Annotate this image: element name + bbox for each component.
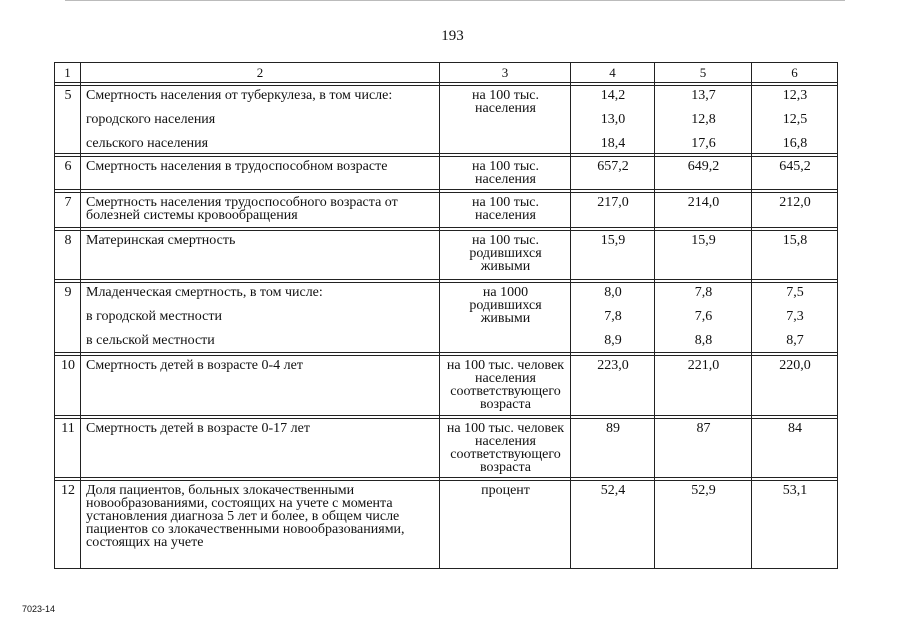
- value-cell-v4: [571, 419, 655, 478]
- value: 221,0: [687, 358, 720, 373]
- indicator-name: [81, 157, 440, 190]
- unit-text: на 100 тыс. родившихся живыми: [469, 233, 542, 274]
- indicator-line: Смертность населения от туберкулеза, в том числе:: [86, 88, 393, 103]
- value: 223,0: [597, 358, 629, 373]
- indicator-line: Доля пациентов, больных злокачественными новообразованиями, состоящих на учете с момента установления диагноза 5 лет и более, в общем числе пациентов со злокачественными новообразованиями, состоящих на учете: [86, 483, 405, 550]
- table-row: [55, 481, 838, 569]
- value: 52,9: [691, 483, 716, 498]
- table-row: [55, 231, 838, 280]
- value-cell-v6: [752, 283, 838, 353]
- value-cell-v5: [655, 419, 752, 478]
- indicator-name: [81, 86, 440, 154]
- page-number: 193: [441, 28, 464, 44]
- header-cell: 4: [571, 63, 655, 83]
- value: 15,8: [782, 233, 808, 248]
- value: 8,7: [786, 333, 804, 348]
- value-cell-v4: [571, 193, 655, 228]
- value: 220,0: [779, 358, 811, 373]
- value: 52,4: [600, 483, 626, 498]
- value: 12,5: [782, 112, 808, 127]
- indicator-line: в городской местности: [86, 309, 222, 324]
- indicators-table: [54, 62, 838, 569]
- unit-text: на 100 тыс. населения: [472, 159, 539, 187]
- row-number: 10: [55, 356, 81, 416]
- unit-text: на 100 тыс. человек населения соответствующего возраста: [446, 421, 565, 475]
- indicator-line: Материнская смертность: [86, 233, 236, 248]
- top-border-line: [65, 0, 845, 1]
- value-cell-v5: [655, 283, 752, 353]
- value: 7,3: [786, 309, 804, 324]
- header-cell: 5: [655, 63, 752, 83]
- value-cell-v6: [752, 86, 838, 154]
- row-number: 5: [55, 86, 81, 154]
- indicator-name: [81, 193, 440, 228]
- footer-code: 7023-14: [22, 604, 56, 614]
- value: 16,8: [782, 136, 808, 151]
- table-row: [55, 419, 838, 478]
- value: 217,0: [597, 195, 629, 210]
- table-row: [55, 157, 838, 190]
- value: 53,1: [782, 483, 808, 498]
- value: 7,6: [694, 309, 713, 324]
- value: 12,3: [782, 88, 808, 103]
- value-cell-v4: [571, 356, 655, 416]
- value-cell-v5: [655, 157, 752, 190]
- indicator-line: сельского населения: [86, 136, 209, 151]
- unit-of-measure: [440, 157, 571, 190]
- value-cell-v6: [752, 356, 838, 416]
- table-body: [55, 63, 838, 569]
- unit-text: на 100 тыс. человек населения соответствующего возраста: [446, 358, 565, 412]
- value-cell-v6: [752, 193, 838, 228]
- value: 18,4: [600, 136, 626, 151]
- value: 13,0: [600, 112, 626, 127]
- value-cell-v5: [655, 193, 752, 228]
- value: 8,9: [604, 333, 622, 348]
- header-cell: 2: [81, 63, 440, 83]
- unit-text: на 1000 родившихся живыми: [469, 285, 542, 326]
- value: 214,0: [687, 195, 720, 210]
- value-cell-v6: [752, 157, 838, 190]
- indicator-name: [81, 356, 440, 416]
- unit-of-measure: [440, 419, 571, 478]
- value-cell-v5: [655, 231, 752, 280]
- row-number: 7: [55, 193, 81, 228]
- value-cell-v4: [571, 157, 655, 190]
- value: 15,9: [691, 233, 716, 248]
- indicator-name: [81, 481, 440, 569]
- row-number: 6: [55, 157, 81, 190]
- indicator-line: Младенческая смертность, в том числе:: [86, 285, 323, 300]
- value: 13,7: [691, 88, 716, 103]
- indicator-line: Смертность населения трудоспособного возраста от болезней системы кровообращения: [86, 195, 398, 223]
- value: 7,8: [694, 285, 713, 300]
- value: 657,2: [597, 159, 629, 174]
- row-number: 9: [55, 283, 81, 353]
- row-number: 8: [55, 231, 81, 280]
- value: 212,0: [779, 195, 811, 210]
- unit-text: процент: [481, 483, 530, 498]
- value: 8,0: [604, 285, 622, 300]
- indicator-line: Смертность детей в возрасте 0-17 лет: [86, 421, 310, 436]
- value: 7,8: [604, 309, 622, 324]
- header-cell: 3: [440, 63, 571, 83]
- value: 7,5: [786, 285, 804, 300]
- value-cell-v4: [571, 231, 655, 280]
- unit-of-measure: [440, 356, 571, 416]
- indicator-line: в сельской местности: [86, 333, 215, 348]
- value-cell-v5: [655, 86, 752, 154]
- value-cell-v6: [752, 419, 838, 478]
- table-row: [55, 193, 838, 228]
- table-row: [55, 356, 838, 416]
- row-number: 12: [55, 481, 81, 569]
- indicator-line: Смертность населения в трудоспособном возрасте: [86, 159, 388, 174]
- value-cell-v4: [571, 283, 655, 353]
- header-cell: 1: [55, 63, 81, 83]
- table-row: [55, 86, 838, 154]
- value: 17,6: [691, 136, 716, 151]
- unit-text: на 100 тыс. населения: [472, 88, 539, 116]
- unit-of-measure: [440, 231, 571, 280]
- unit-text: на 100 тыс. населения: [472, 195, 539, 223]
- unit-of-measure: [440, 481, 571, 569]
- value: 8,8: [694, 333, 713, 348]
- table-header-row: [55, 63, 838, 83]
- indicator-name: [81, 283, 440, 353]
- value: 84: [788, 421, 802, 436]
- value-cell-v4: [571, 86, 655, 154]
- value: 14,2: [600, 88, 626, 103]
- unit-of-measure: [440, 86, 571, 154]
- value-cell-v5: [655, 356, 752, 416]
- value: 89: [606, 421, 620, 436]
- value: 15,9: [600, 233, 626, 248]
- indicator-line: Смертность детей в возрасте 0-4 лет: [86, 358, 303, 373]
- value-cell-v6: [752, 231, 838, 280]
- value-cell-v4: [571, 481, 655, 569]
- value: 87: [696, 421, 711, 436]
- unit-of-measure: [440, 193, 571, 228]
- value-cell-v5: [655, 481, 752, 569]
- indicator-line: городского населения: [86, 112, 216, 127]
- value: 649,2: [687, 159, 720, 174]
- indicator-name: [81, 419, 440, 478]
- row-number: 11: [55, 419, 81, 478]
- header-cell: 6: [752, 63, 838, 83]
- indicator-name: [81, 231, 440, 280]
- unit-of-measure: [440, 283, 571, 353]
- value: 12,8: [691, 112, 716, 127]
- value: 645,2: [779, 159, 811, 174]
- table-row: [55, 283, 838, 353]
- value-cell-v6: [752, 481, 838, 569]
